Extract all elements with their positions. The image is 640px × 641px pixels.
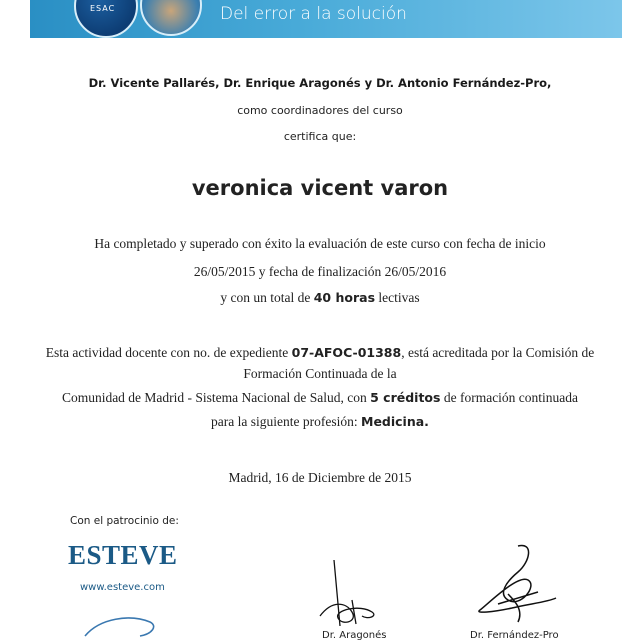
hours-value: 40 horas: [313, 290, 376, 305]
credits-value: 5 créditos: [370, 390, 441, 405]
accreditation-line: [0, 345, 640, 361]
sponsor-label: Con el patrocinio de:: [70, 515, 179, 527]
hours-suffix: lectivas: [375, 290, 420, 305]
logo-text: ESAC: [90, 4, 116, 13]
signature-name-aragones: Dr. Aragonés: [322, 630, 387, 641]
sponsor-url: www.esteve.com: [80, 582, 165, 593]
credits-line: [0, 390, 640, 406]
course-logo-icon: [74, 0, 138, 38]
place-date: Madrid, 16 de Diciembre de 2015: [228, 470, 412, 485]
header-banner: [30, 0, 622, 38]
signature-fernandez-pro-icon: [468, 540, 568, 630]
profession-line: [0, 414, 640, 430]
recipient-name: veronica vicent varon: [191, 176, 449, 200]
profession-value: Medicina.: [361, 414, 429, 429]
banner-slogan: Del error a la solución: [220, 4, 407, 24]
profession-prefix: para la siguiente profesión:: [211, 414, 361, 429]
certifies-line: certifica que:: [283, 130, 357, 143]
role-line: como coordinadores del curso: [237, 104, 403, 117]
bottom-left-swoosh-icon: [80, 612, 170, 640]
completion-line: Ha completado y superado con éxito la evaluación de este curso con fecha de inicio: [94, 236, 546, 251]
signature-name-fernandez-pro: Dr. Fernández-Pro: [470, 630, 559, 641]
hours-prefix: y con un total de: [220, 290, 314, 305]
course-image-icon: [140, 0, 202, 36]
accreditation-suffix: , está acreditada por la Comisión de: [401, 345, 595, 360]
accreditation-prefix: Esta actividad docente con no. de expediente: [45, 345, 292, 360]
expediente-number: 07-AFOC-01388: [291, 345, 402, 360]
credits-prefix: Comunidad de Madrid - Sistema Nacional de Salud, con: [61, 390, 371, 405]
credits-suffix: de formación continuada: [440, 390, 579, 405]
esteve-logo: ESTEVE: [68, 540, 178, 570]
hours-line: [0, 290, 640, 306]
commission-line: Formación Continuada de la: [243, 366, 397, 381]
signature-aragones-icon: [312, 556, 392, 630]
dates-line: 26/05/2015 y fecha de finalización 26/05/2016: [193, 264, 447, 279]
coordinators-line: Dr. Vicente Pallarés, Dr. Enrique Aragonés y Dr. Antonio Fernández-Pro,: [88, 76, 552, 90]
